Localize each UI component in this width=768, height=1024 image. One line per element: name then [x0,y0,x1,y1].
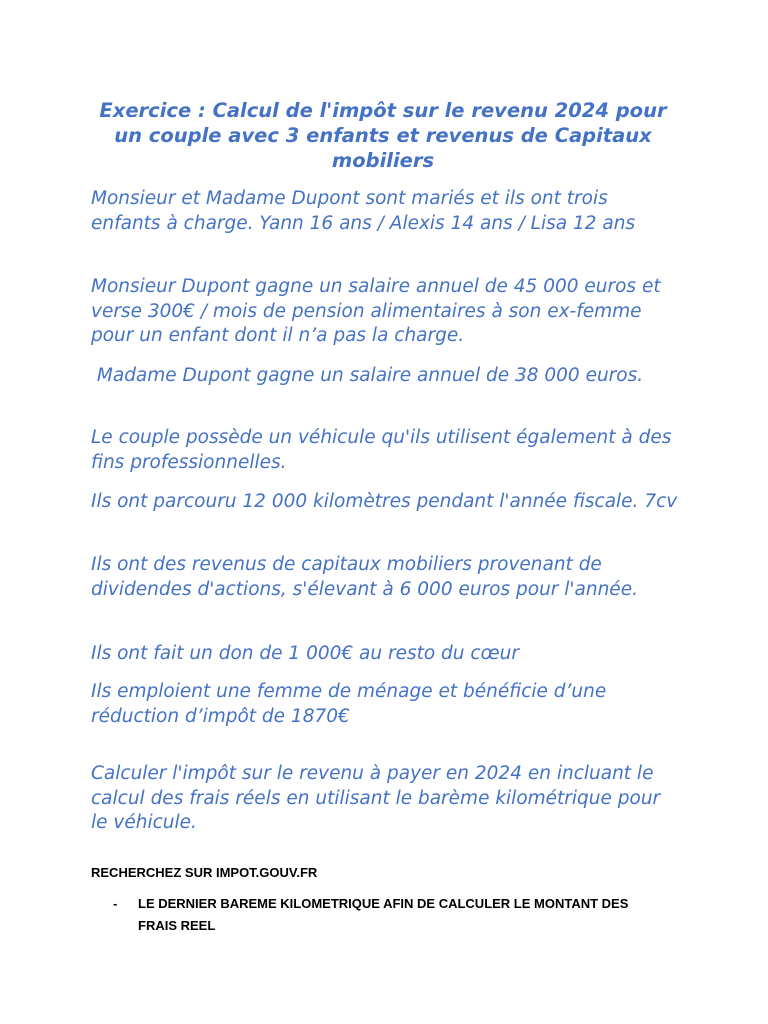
exercise-title: Exercice : Calcul de l'impôt sur le revenu 2024 pour un couple avec 3 enfants et revenus de Capitaux mobiliers [99,99,667,172]
bullet-item: LE DERNIER BAREME KILOMETRIQUE AFIN DE CALCULER LE MONTANT DES FRAIS REEL [138,896,629,933]
paragraph-monsieur-salary: Monsieur Dupont gagne un salaire annuel de 45 000 euros et verse 300€ / mois de pension alimentaires à son ex-femme pour un enfant dont il n’a pas la charge. [91,276,661,346]
research-heading: RECHERCHEZ SUR IMPOT.GOUV.FR [91,865,318,880]
paragraph-vehicle: Le couple possède un véhicule qu'ils utilisent également à des fins professionnelles. [91,427,672,473]
paragraph-kilometers: Ils ont parcouru 12 000 kilomètres pendant l'année fiscale. 7cv [91,491,678,512]
bullet-marker: - [113,896,118,911]
paragraph-instruction: Calculer l'impôt sur le revenu à payer en 2024 en incluant le calcul des frais réels en utilisant le barème kilométrique pour le véhicule. [91,763,661,833]
paragraph-family: Monsieur et Madame Dupont sont mariés et ils ont trois enfants à charge. Yann 16 ans / Alexis 14 ans / Lisa 12 ans [91,188,636,234]
paragraph-donation: Ils ont fait un don de 1 000€ au resto du cœur [91,643,519,664]
paragraph-capital-income: Ils ont des revenus de capitaux mobiliers provenant de dividendes d'actions, s'élevant à 6 000 euros pour l'année. [91,554,638,600]
paragraph-madame-salary: Madame Dupont gagne un salaire annuel de 38 000 euros. [91,365,644,386]
paragraph-housekeeper: Ils emploient une femme de ménage et bénéficie d’une réduction d’impôt de 1870€ [91,681,607,727]
